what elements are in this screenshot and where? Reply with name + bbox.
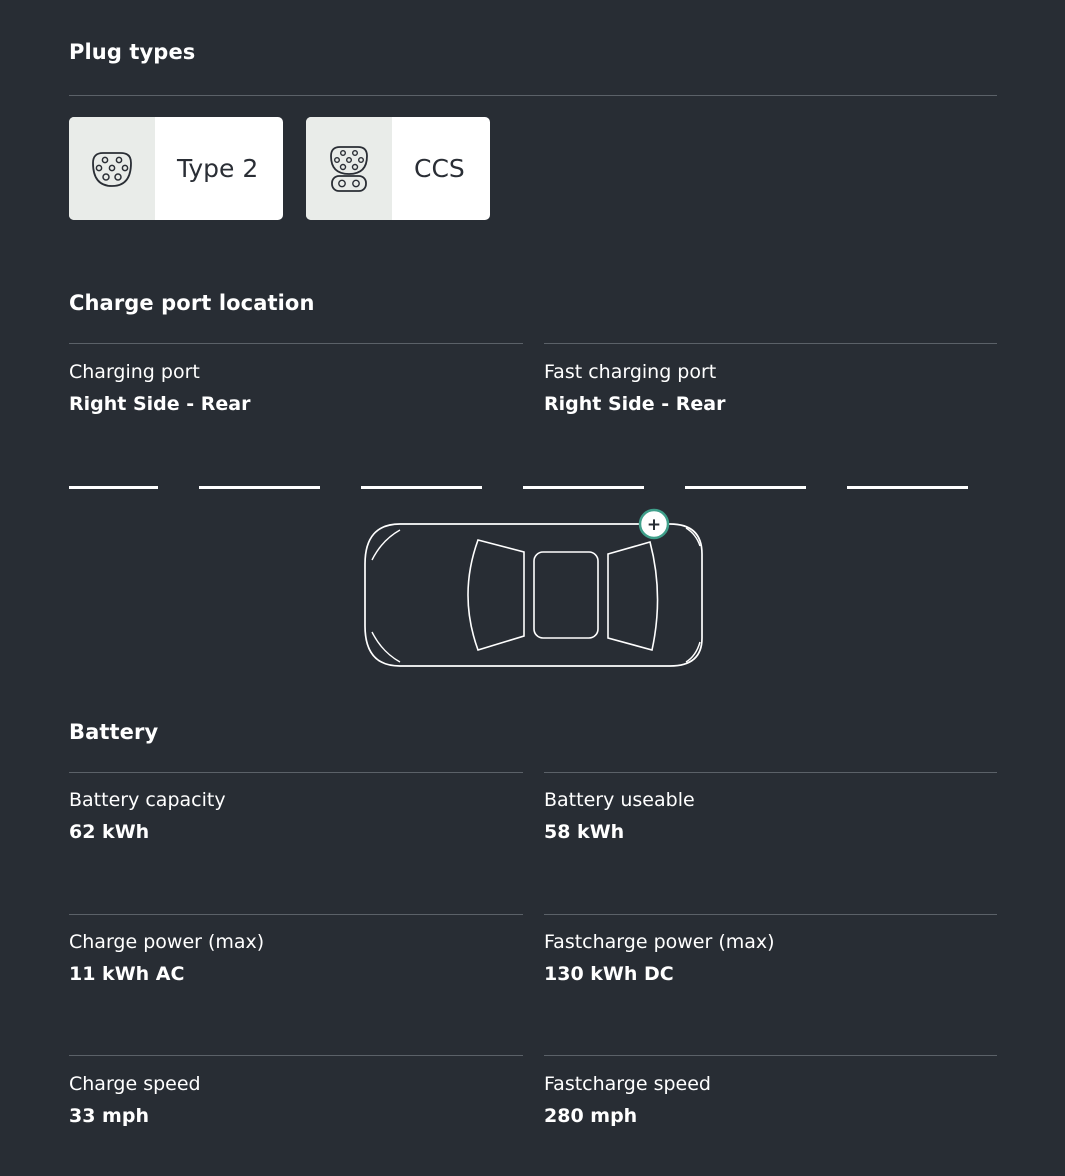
ccs-connector-icon [306, 117, 392, 220]
plug-card-type2[interactable] [69, 117, 283, 220]
charging-port-label: Charging port [69, 361, 200, 383]
battery-capacity-value: 62 kWh [69, 821, 150, 843]
plug-types-title: Plug types [69, 40, 196, 64]
road-lane-marking [847, 486, 968, 489]
charging-port-divider [69, 343, 523, 344]
charge-power-label: Charge power (max) [69, 931, 265, 953]
fastcharge-speed-divider [544, 1055, 997, 1056]
charge-power-divider [69, 914, 523, 915]
plug-label-ccs: CCS [414, 154, 465, 183]
battery-capacity-divider [69, 772, 523, 773]
fast-charging-port-divider [544, 343, 997, 344]
road-lane-marking [361, 486, 482, 489]
battery-useable-value: 58 kWh [544, 821, 625, 843]
fastcharge-power-divider [544, 914, 997, 915]
charge-port-marker-symbol: + [646, 515, 662, 535]
battery-useable-divider [544, 772, 997, 773]
fastcharge-speed-value: 280 mph [544, 1105, 638, 1127]
car-top-view-icon [360, 508, 710, 673]
fast-charging-port-spec [544, 360, 725, 416]
plug-label-type2: Type 2 [177, 154, 259, 183]
battery-capacity-label: Battery capacity [69, 789, 226, 811]
charge-power-spec [69, 930, 264, 986]
fast-charging-port-value: Right Side - Rear [544, 393, 726, 415]
fastcharge-speed-spec [544, 1072, 711, 1128]
road-lane-marking [69, 486, 158, 489]
charging-port-value: Right Side - Rear [69, 393, 251, 415]
charge-port-marker-icon [640, 510, 668, 538]
battery-useable-spec [544, 788, 695, 844]
fastcharge-speed-label: Fastcharge speed [544, 1073, 711, 1095]
charge-port-title: Charge port location [69, 291, 315, 315]
road-lane-marking [685, 486, 806, 489]
charge-power-value: 11 kWh AC [69, 963, 185, 985]
fastcharge-power-spec [544, 930, 775, 986]
road-lane-marking [523, 486, 644, 489]
charge-speed-divider [69, 1055, 523, 1056]
fastcharge-power-value: 130 kWh DC [544, 963, 674, 985]
charge-speed-value: 33 mph [69, 1105, 149, 1127]
fastcharge-power-label: Fastcharge power (max) [544, 931, 775, 953]
type2-connector-icon [69, 117, 155, 220]
road-lane-marking [199, 486, 320, 489]
battery-capacity-spec [69, 788, 226, 844]
battery-title: Battery [69, 720, 159, 744]
charge-speed-spec [69, 1072, 201, 1128]
plug-types-divider [69, 95, 997, 96]
battery-useable-label: Battery useable [544, 789, 695, 811]
plug-card-ccs[interactable] [306, 117, 490, 220]
charging-port-spec [69, 360, 250, 416]
charge-speed-label: Charge speed [69, 1073, 201, 1095]
fast-charging-port-label: Fast charging port [544, 361, 717, 383]
